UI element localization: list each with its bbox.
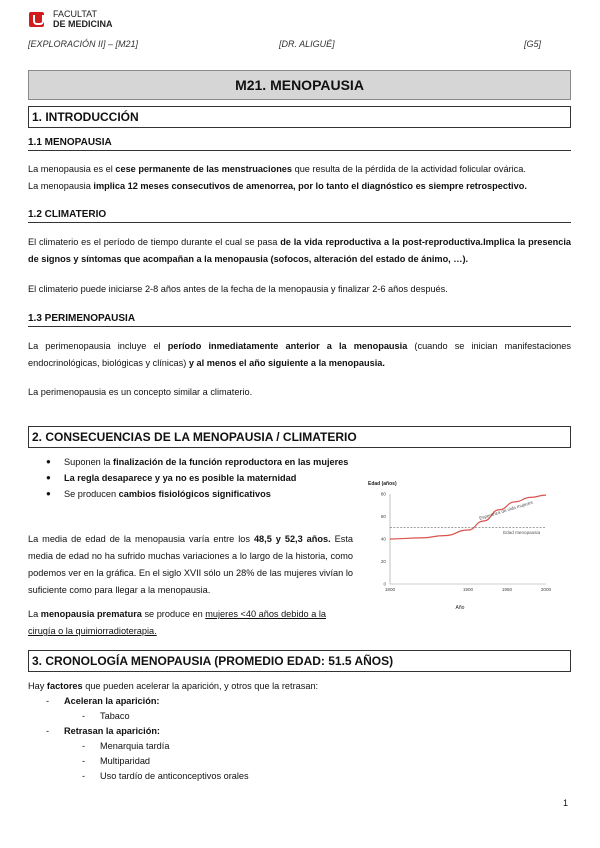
list-item: - Uso tardío de anticonceptivos orales [82, 771, 249, 781]
consequences-list [46, 454, 356, 502]
paragraph-perimenopausia-note: La perimenopausia es un concepto similar a climaterio. [28, 387, 253, 397]
subheading-perimenopausia: 1.3 PERIMENOPAUSIA [28, 313, 571, 327]
factors-list [28, 679, 428, 784]
subheading-climaterio: 1.2 CLIMATERIO [28, 209, 571, 223]
chart-xlabel: Año [455, 605, 465, 611]
factors-intro: Hay factores que pueden acelerar la aparición, y otros que la retrasan: [28, 681, 319, 691]
paragraph-premature-menopause: La menopausia prematura se produce en mujeres <40 años debido a la cirugía o la quimiorradioterapia. [28, 609, 327, 636]
bullet-icon: ● [46, 457, 51, 466]
list-item: ● Suponen la finalización de la función reproductora en las mujeres [46, 454, 356, 470]
chart-series-label-menopause: Edad menopausia [503, 529, 541, 535]
logo-line-2: DE MEDICINA [53, 19, 113, 29]
chart-y-tick-label: 60 [380, 514, 386, 520]
section-heading-introduccion: 1. INTRODUCCIÓN [28, 106, 571, 128]
chart-x-tick-label: 1950 [501, 587, 513, 592]
bullet-icon: ● [46, 489, 51, 498]
chart-y-tick-label: 20 [380, 559, 386, 565]
chart-y-tick-label: 0 [383, 581, 386, 587]
chart-x-tick-label: 2000 [540, 587, 552, 592]
chart-y-tick-label: 80 [380, 491, 386, 497]
header-professor: [DR. ALIGUÉ] [279, 39, 335, 49]
chart-ylabel: Edad (años) [368, 481, 397, 487]
paragraph-climaterio-definition: El climaterio es el período de tiempo durante el cual se pasa de la vida reproductiva a la post-reproductiva.Implica la presencia de signos y síntomas que acompañan a la menopausia (sofocos, alteración del estado de ánimo, …). [28, 237, 571, 264]
logo-line-1: FACULTAT [53, 9, 98, 19]
paragraph-menopausia-definition: La menopausia es el cese permanente de las menstruaciones que resulta de la pérdida de la actividad folicular ovárica. La menopausia implica 12 meses consecutivos de amenorrea, por lo tanto el diagnóstico es siempre retrospectivo. [28, 164, 527, 191]
header-subject: [EXPLORACIÓN II] – [M21] [28, 39, 139, 49]
chart-series-label-life: Esperanza de vida mujeres [478, 499, 534, 521]
list-item: - Tabaco [82, 711, 130, 721]
paragraph-perimenopausia-definition: La perimenopausia incluye el período inmediatamente anterior a la menopausia (cuando se inician manifestaciones endocrinológicas, biológicas y clínicas) y al menos el año siguiente a la menopausia. [28, 341, 571, 368]
chart-x-tick-label: 1900 [462, 587, 474, 592]
header-group: [G5] [524, 39, 542, 49]
list-item: ● La regla desaparece y ya no es posible la maternidad [46, 470, 356, 486]
subheading-menopausia: 1.1 MENOPAUSIA [28, 137, 571, 151]
bullet-icon: ● [46, 473, 51, 482]
page-number: 1 [563, 798, 569, 808]
list-item: ● Se producen cambios fisiológicos significativos [46, 486, 356, 502]
list-item: - Aceleran la aparición: [46, 696, 160, 706]
section-heading-consecuencias: 2. CONSECUENCIAS DE LA MENOPAUSIA / CLIMATERIO [28, 426, 571, 448]
menopause-age-chart [360, 477, 555, 617]
page-title: M21. MENOPAUSIA [28, 70, 571, 100]
list-item: - Multiparidad [82, 756, 151, 766]
university-shield-icon [29, 12, 44, 27]
paragraph-mean-age: La media de edad de la menopausia varía entre los 48,5 y 52,3 años. Esta media de edad no ha sufrido muchas variaciones a lo largo de la historia, como podemos ver en la gráfica. En el siglo XVII sólo un 28% de las mujeres vivían lo suficiente como para llegar a la menopausia. [28, 534, 353, 595]
faculty-logo [29, 9, 113, 29]
list-item: - Retrasan la aparición: [46, 726, 160, 736]
chart-y-tick-label: 40 [380, 536, 386, 542]
section-heading-cronologia: 3. CRONOLOGÍA MENOPAUSIA (PROMEDIO EDAD: 51.5 AÑOS) [28, 650, 571, 672]
paragraph-climaterio-timing: El climaterio puede iniciarse 2-8 años antes de la fecha de la menopausia y finalizar 2-6 años después. [28, 284, 448, 294]
list-item: - Menarquia tardía [82, 741, 170, 751]
chart-x-tick-label: 1800 [384, 587, 396, 592]
